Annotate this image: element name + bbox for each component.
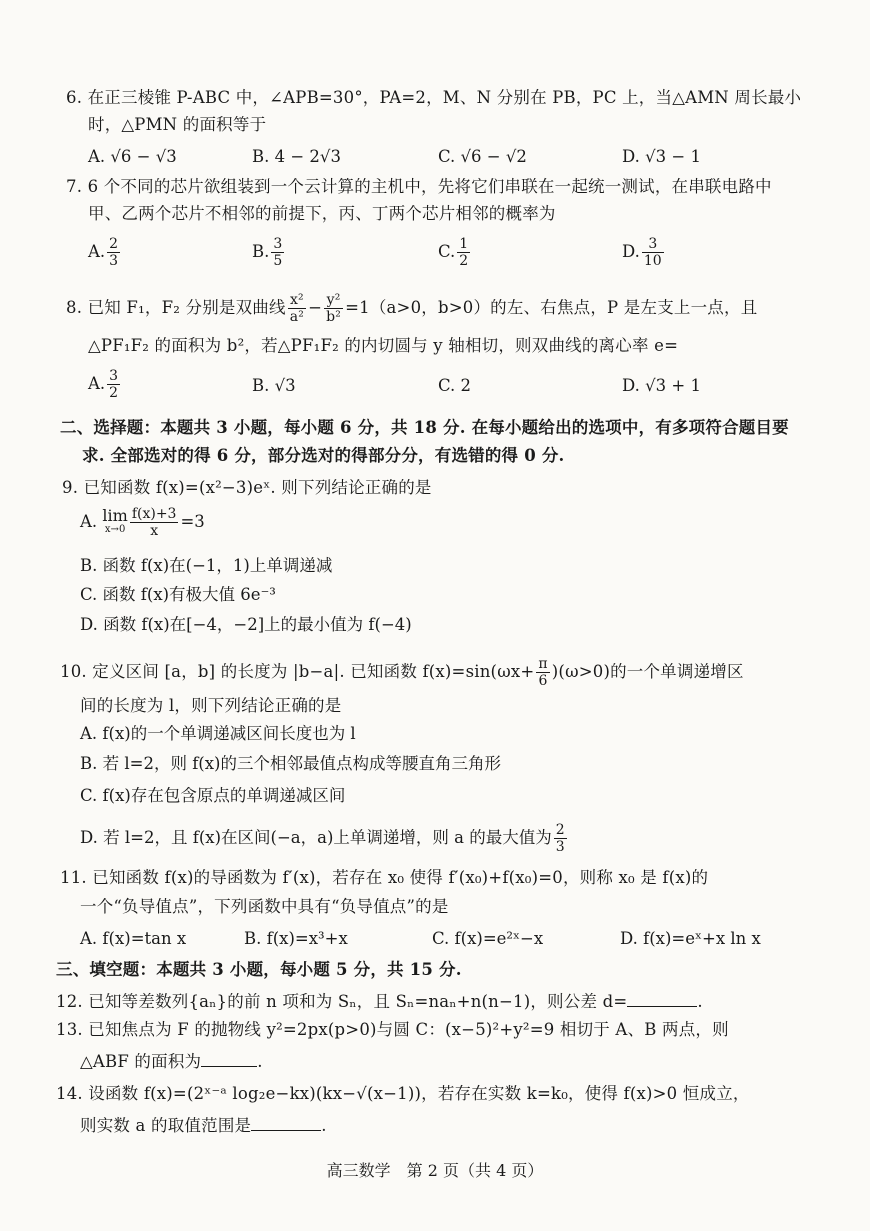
- q10-option-d-text: D. 若 l=2，且 f(x)在区间(−a，a)上单调递增，则 a 的最大值为: [80, 828, 552, 847]
- q7-option-b: [252, 236, 286, 269]
- q6-option-c: C. √6 − √2: [438, 147, 527, 166]
- q6-option-d: D. √3 − 1: [622, 147, 701, 166]
- q8-minus: −: [308, 298, 323, 317]
- q9-option-c: C. 函数 f(x)有极大值 6e⁻³: [80, 585, 276, 604]
- q10-option-b: B. 若 l=2，则 f(x)的三个相邻最值点构成等腰直角三角形: [80, 754, 501, 773]
- q7-stem-line1: 7. 6 个不同的芯片欲组装到一个云计算的主机中，先将它们串联在一起统一测试，在串联电路中: [66, 177, 772, 196]
- q14-stem-line1: 14. 设函数 f(x)=(2ˣ⁻ᵃ log₂e−kx)(kx−√(x−1))，若存在实数 k=k₀，使得 f(x)>0 恒成立，: [56, 1084, 750, 1103]
- q7-option-c-label: C.: [438, 242, 456, 261]
- q11-option-a: A. f(x)=tan x: [80, 929, 187, 948]
- q10-option-d-fraction: [554, 822, 567, 855]
- q9-option-a-tail: =3: [180, 512, 205, 531]
- q9-option-a-fraction: [130, 506, 179, 539]
- q14-answer-blank[interactable]: [251, 1112, 321, 1131]
- q7-option-d: [622, 236, 666, 269]
- q10-option-d: [80, 822, 569, 855]
- q9-option-a-num: f(x)+3: [131, 506, 177, 522]
- q11-option-c: C. f(x)=e²ˣ−x: [432, 929, 544, 948]
- q10-option-a: A. f(x)的一个单调递减区间长度也为 l: [80, 724, 356, 743]
- q8-option-d: D. √3 + 1: [622, 376, 701, 395]
- q8-option-b: B. √3: [252, 376, 296, 395]
- q9-option-a-den: x: [150, 523, 159, 539]
- q6-option-b: B. 4 − 2√3: [252, 147, 341, 166]
- page-footer: 高三数学 第 2 页（共 4 页）: [326, 1161, 544, 1180]
- q13-end: .: [257, 1052, 263, 1071]
- q7-option-a-den: 3: [109, 253, 119, 269]
- q7-option-c-num: 1: [459, 236, 469, 252]
- q8-prefix: 8. 已知 F₁，F₂ 分别是双曲线: [66, 298, 286, 317]
- q9-limit-sub: x→0: [104, 523, 126, 535]
- q9-stem: 9. 已知函数 f(x)=(x²−3)eˣ. 则下列结论正确的是: [62, 478, 432, 497]
- q7-option-d-label: D.: [622, 242, 640, 261]
- q10-prefix: 10. 定义区间 [a，b] 的长度为 |b−a|. 已知函数 f(x)=sin(ωx+: [60, 662, 535, 681]
- q13-text: △ABF 的面积为: [80, 1052, 202, 1071]
- q12-text: 12. 已知等差数列{aₙ}的前 n 项和为 Sₙ，且 Sₙ=naₙ+n(n−1)，则公差 d=: [56, 992, 628, 1011]
- q7-option-d-fraction: [642, 236, 664, 269]
- q7-option-c-den: 2: [459, 253, 469, 269]
- q7-option-b-label: B.: [252, 242, 270, 261]
- q8-frac1-den: a²: [289, 309, 305, 325]
- q7-option-a-num: 2: [109, 236, 119, 252]
- q9-option-a-label: A.: [80, 512, 98, 531]
- q10-pi-den: 6: [538, 673, 548, 689]
- q9-option-b: B. 函数 f(x)在(−1，1)上单调递减: [80, 556, 333, 575]
- q7-option-b-den: 5: [273, 253, 283, 269]
- q6-option-a: A. √6 − √3: [88, 147, 177, 166]
- q8-frac2-num: y²: [324, 292, 343, 309]
- q14-end: .: [321, 1116, 327, 1135]
- q8-option-a: [88, 368, 122, 401]
- q11-option-d: D. f(x)=eˣ+x ln x: [620, 929, 761, 948]
- q8-option-a-label: A.: [88, 374, 106, 393]
- q13-answer-blank[interactable]: [201, 1048, 257, 1067]
- section2-heading-line1: 二、选择题：本题共 3 小题，每小题 6 分，共 18 分. 在每小题给出的选项中，有多项符合题目要: [60, 418, 789, 437]
- q9-limit-symbol: lim: [102, 505, 128, 525]
- q7-option-a: [88, 236, 122, 269]
- q13-stem-line2: [80, 1048, 263, 1074]
- q7-option-a-label: A.: [88, 242, 106, 261]
- q14-stem-line2: [80, 1112, 327, 1138]
- q8-option-a-fraction: [107, 368, 120, 401]
- section3-heading: 三、填空题：本题共 3 小题，每小题 5 分，共 15 分.: [56, 960, 462, 979]
- q6-stem-line2: 时，△PMN 的面积等于: [88, 115, 267, 134]
- q11-stem-line2: 一个“负导值点”，下列函数中具有“负导值点”的是: [80, 897, 449, 916]
- q9-option-d: D. 函数 f(x)在[−4，−2]上的最小值为 f(−4): [80, 615, 412, 634]
- q10-pi-fraction: [536, 656, 549, 689]
- q10-option-c: C. f(x)存在包含原点的单调递减区间: [80, 786, 346, 805]
- q10-pi-num: π: [538, 656, 548, 672]
- q14-text: 则实数 a 的取值范围是: [80, 1116, 252, 1135]
- q10-suffix: )(ω>0)的一个单调递增区: [551, 662, 744, 681]
- q10-option-d-num: 2: [555, 822, 565, 838]
- q7-option-b-fraction: [271, 236, 284, 269]
- q8-suffix: =1（a>0，b>0）的左、右焦点，P 是左支上一点，且: [345, 298, 758, 317]
- q12-end: .: [697, 992, 703, 1011]
- q9-option-a: [80, 506, 205, 539]
- q11-option-b: B. f(x)=x³+x: [244, 929, 348, 948]
- q7-option-c-fraction: [457, 236, 470, 269]
- section2-heading-line2: 求. 全部选对的得 6 分，部分选对的得部分分，有选错的得 0 分.: [82, 446, 565, 465]
- q6-stem-line1: 6. 在正三棱锥 P-ABC 中，∠APB=30°，PA=2，M、N 分别在 PB，PC 上，当△AMN 周长最小: [66, 88, 802, 107]
- q13-stem-line1: 13. 已知焦点为 F 的抛物线 y²=2px(p>0)与圆 C：(x−5)²+y²=9 相切于 A、B 两点，则: [56, 1020, 729, 1039]
- q7-option-d-num: 3: [642, 236, 664, 253]
- q7-option-b-num: 3: [273, 236, 283, 252]
- q10-option-d-den: 3: [555, 839, 565, 855]
- q8-option-a-num: 3: [109, 368, 119, 384]
- q8-option-a-den: 2: [109, 385, 119, 401]
- q8-fraction-y: [324, 292, 343, 325]
- q8-frac1-num: x²: [288, 292, 306, 309]
- q7-option-d-den: 10: [643, 253, 662, 269]
- q8-frac2-den: b²: [326, 309, 342, 325]
- q9-limit: [102, 505, 128, 537]
- q7-option-a-fraction: [107, 236, 120, 269]
- q8-stem-line1: [66, 292, 757, 325]
- q10-stem-line1: [60, 656, 744, 689]
- q7-stem-line2: 甲、乙两个芯片不相邻的前提下，丙、丁两个芯片相邻的概率为: [88, 204, 556, 223]
- q7-option-c: [438, 236, 472, 269]
- q8-fraction-x: [288, 292, 306, 325]
- q10-stem-line2: 间的长度为 l，则下列结论正确的是: [80, 696, 342, 715]
- q12-answer-blank[interactable]: [627, 988, 697, 1007]
- q12-stem: [56, 988, 703, 1014]
- q8-stem-line2: △PF₁F₂ 的面积为 b²，若△PF₁F₂ 的内切圆与 y 轴相切，则双曲线的离心率 e=: [88, 336, 679, 355]
- q11-stem-line1: 11. 已知函数 f(x)的导函数为 f′(x)，若存在 x₀ 使得 f′(x₀)+f(x₀)=0，则称 x₀ 是 f(x)的: [60, 868, 709, 887]
- q8-option-c: C. 2: [438, 376, 472, 395]
